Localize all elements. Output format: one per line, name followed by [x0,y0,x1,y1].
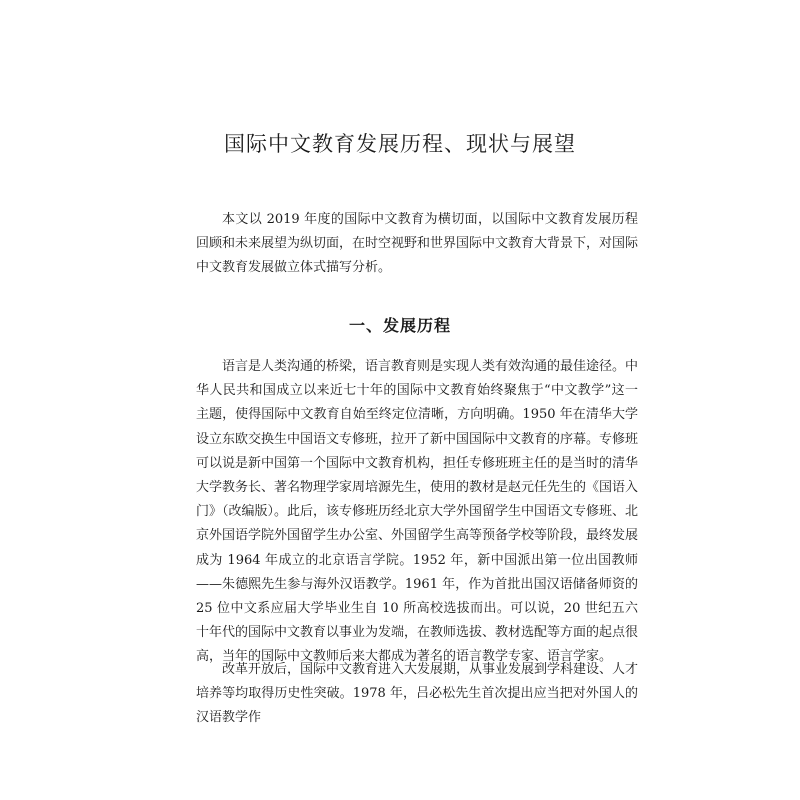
page-title: 国际中文教育发展历程、现状与展望 [224,132,576,156]
body-paragraph: 改革开放后，国际中文教育进入大发展期，从事业发展到学科建设、人才培养等均取得历史性突破。1978 年，吕必松先生首次提出应当把对外国人的汉语教学作 [196,662,639,726]
section-heading: 一、发展历程 [348,316,451,335]
section-body-continued [196,658,638,731]
section-body [196,355,638,670]
body-paragraph: 语言是人类沟通的桥梁，语言教育则是实现人类有效沟通的最佳途径。中华人民共和国成立以来近七十年的国际中文教育始终聚焦于“中文教学”这一主题，使得国际中文教育自始至终定位清晰，方向明确。1950 年在清华大学设立东欧交换生中国语文专修班，拉开了新中国国际中文教育的序幕。专修班可以说是新中国第一个国际中文教育机构，担任专修班班主任的是当时的清华大学教务长、著名物理学家周培源先生，使用的教材是赵元任先生的《国语入门》（改编版）。此后，该专修班历经北京大学外国留学生中国语文专修班、北京外国语学院外国留学生办公室、外国留学生高等预备学校等阶段，最终发展成为 1964 年成立的北京语言学院。1952 年，新中国派出第一位出国教师——朱德熙先生参与海外汉语教学。1961 年，作为首批出国汉语储备师资的 25 位中文系应届大学毕业生自 10 所高校选拔而出。可以说，20 世纪五六十年代的国际中文教育以事业为发端，在教师选拔、教材选配等方面的起点很高，当年的国际中文教师后来大都成为著名的语言教学专家、语言学家。 [196,359,639,665]
abstract-paragraph: 本文以 2019 年度的国际中文教育为横切面，以国际中文教育发展历程回顾和未来展望为纵切面，在时空视野和世界国际中文教育大背景下，对国际中文教育发展做立体式描写分析。 [196,212,639,276]
abstract [196,208,638,281]
